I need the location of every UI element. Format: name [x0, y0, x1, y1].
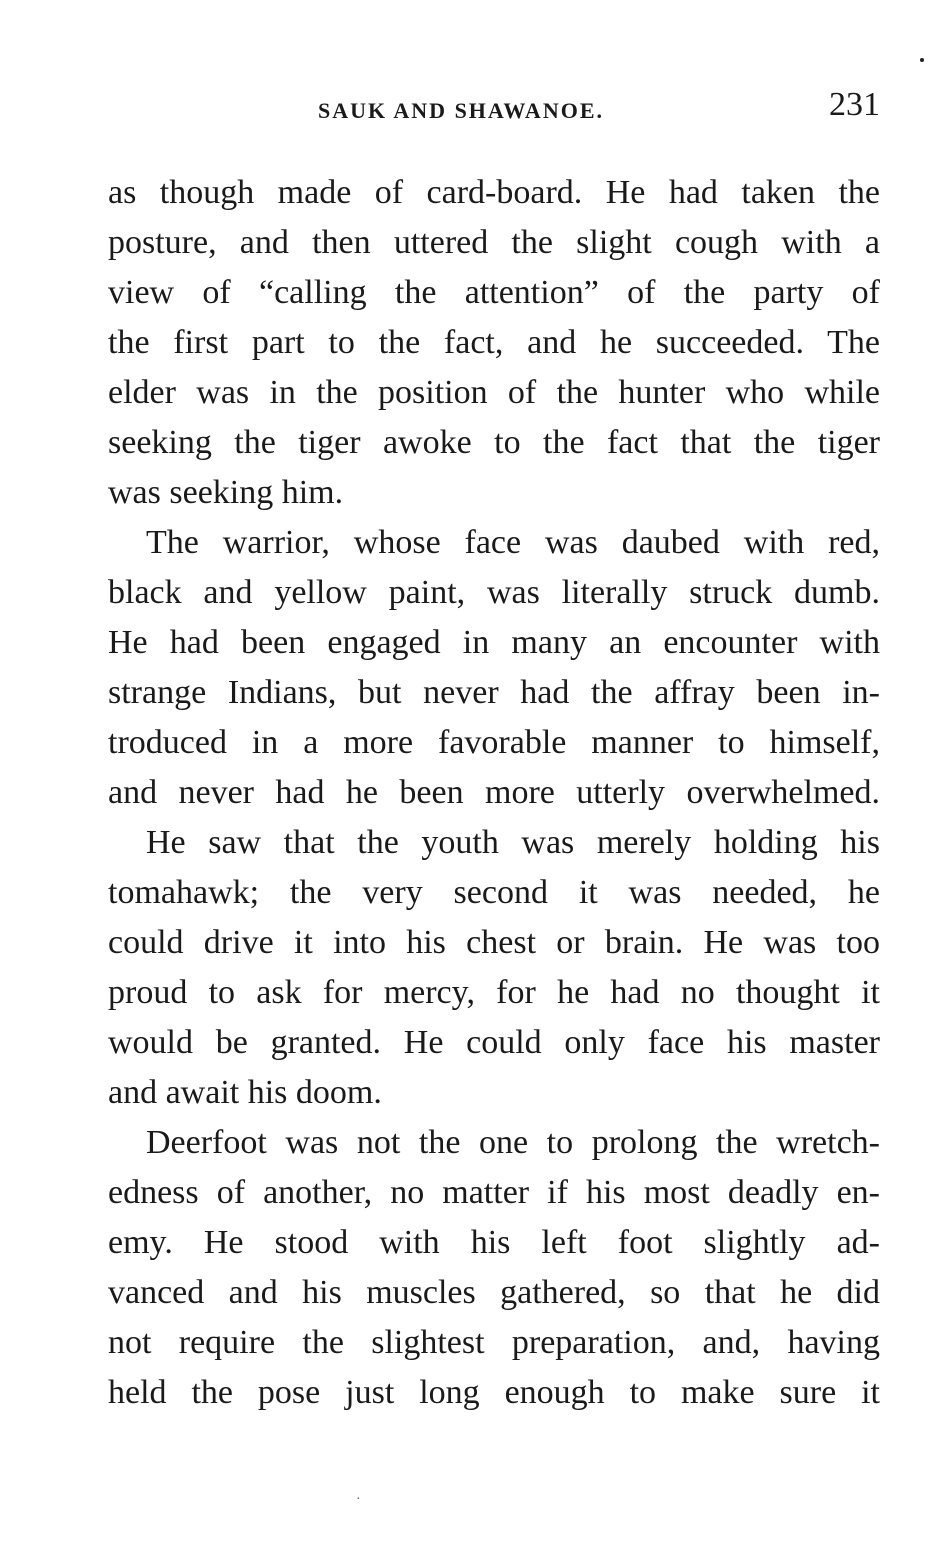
- text-line: He had been engaged in many an encounter with: [108, 624, 880, 661]
- print-speck: [920, 58, 924, 62]
- text-line: not require the slightest preparation, and, having: [108, 1324, 880, 1361]
- text-line: troduced in a more favorable manner to himself,: [108, 724, 880, 761]
- paragraph-2: [108, 518, 880, 818]
- text-line: emy. He stood with his left foot slightly ad-: [108, 1224, 880, 1261]
- text-line: tomahawk; the very second it was needed, he: [108, 874, 880, 911]
- text-line: the first part to the fact, and he succeeded. The: [108, 324, 880, 361]
- text-line: posture, and then uttered the slight cough with a: [108, 224, 880, 261]
- text-line: view of “calling the attention” of the party of: [108, 274, 880, 311]
- paragraph-3: [108, 818, 880, 1118]
- text-line: elder was in the position of the hunter who while: [108, 374, 880, 411]
- text-line: could drive it into his chest or brain. He was too: [108, 924, 880, 961]
- text-line: black and yellow paint, was literally struck dumb.: [108, 574, 880, 611]
- text-line: as though made of card-board. He had taken the: [108, 174, 880, 211]
- text-line: and never had he been more utterly overwhelmed.: [108, 774, 880, 811]
- body-text: [108, 168, 880, 1418]
- text-line: seeking the tiger awoke to the fact that the tiger: [108, 424, 880, 461]
- paragraph-4: [108, 1118, 880, 1418]
- text-line: proud to ask for mercy, for he had no thought it: [108, 974, 880, 1011]
- page-number: 231: [829, 86, 880, 123]
- text-line: held the pose just long enough to make sure it: [108, 1374, 880, 1411]
- text-line: was seeking him.: [108, 474, 344, 511]
- text-line: He saw that the youth was merely holding his: [146, 824, 880, 861]
- paragraph-1: [108, 168, 880, 518]
- print-speck: ·: [356, 1492, 361, 1507]
- text-line: would be granted. He could only face his master: [108, 1024, 880, 1061]
- text-line: strange Indians, but never had the affray been in-: [108, 674, 880, 711]
- text-line: vanced and his muscles gathered, so that he did: [108, 1274, 880, 1311]
- text-line: Deerfoot was not the one to prolong the wretch-: [146, 1124, 880, 1161]
- page-header: [108, 86, 880, 130]
- text-line: The warrior, whose face was daubed with red,: [146, 524, 880, 561]
- text-line: and await his doom.: [108, 1074, 382, 1111]
- text-line: edness of another, no matter if his most deadly en-: [108, 1174, 880, 1211]
- running-head: SAUK AND SHAWANOE.: [318, 98, 604, 123]
